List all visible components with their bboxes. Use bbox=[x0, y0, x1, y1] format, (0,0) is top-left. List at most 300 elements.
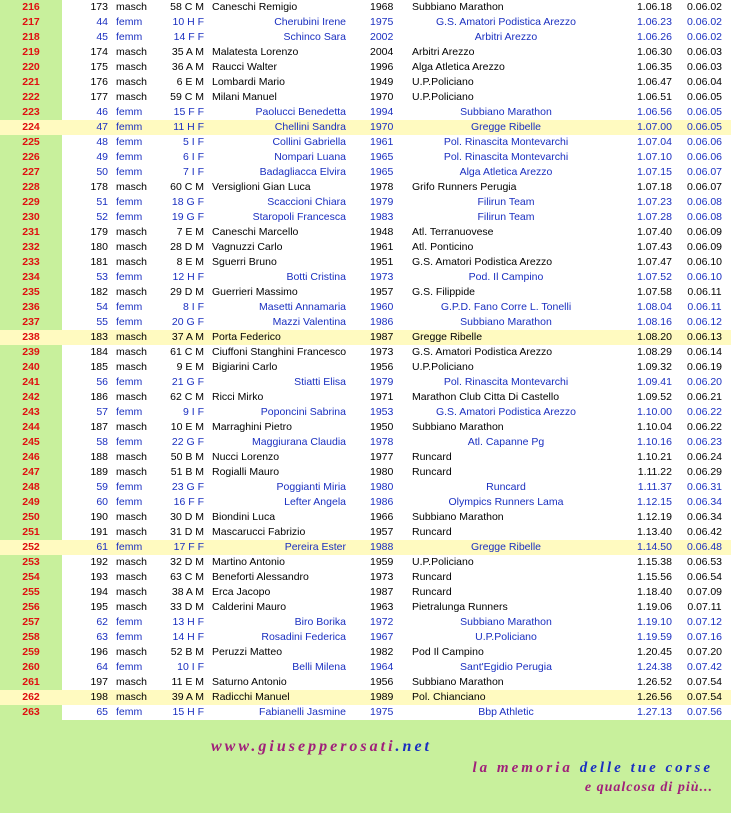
pace-cell: 0.06.08 bbox=[678, 195, 731, 210]
table-row bbox=[0, 420, 731, 435]
gender-cell: femm bbox=[112, 540, 147, 555]
gender-cell: femm bbox=[112, 480, 147, 495]
pace-cell: 0.06.07 bbox=[678, 165, 731, 180]
table-row bbox=[0, 510, 731, 525]
position-cell: 263 bbox=[0, 705, 62, 720]
table-row bbox=[0, 600, 731, 615]
category-cell: 9 E M bbox=[147, 360, 208, 375]
bib-number-cell: 174 bbox=[62, 45, 112, 60]
bib-number-cell: 197 bbox=[62, 675, 112, 690]
table-row bbox=[0, 330, 731, 345]
position-cell: 256 bbox=[0, 600, 62, 615]
finish-time-cell: 1.07.52 bbox=[600, 270, 678, 285]
finish-time-cell: 1.07.04 bbox=[600, 135, 678, 150]
birth-year-cell: 1965 bbox=[370, 150, 412, 165]
team-cell: Subbiano Marathon bbox=[412, 0, 600, 15]
bib-number-cell: 57 bbox=[62, 405, 112, 420]
athlete-name-cell: Rogialli Mauro bbox=[208, 465, 370, 480]
category-cell: 13 H F bbox=[147, 615, 208, 630]
birth-year-cell: 1977 bbox=[370, 450, 412, 465]
category-cell: 28 D M bbox=[147, 240, 208, 255]
pace-cell: 0.06.29 bbox=[678, 465, 731, 480]
bib-number-cell: 59 bbox=[62, 480, 112, 495]
pace-cell: 0.06.05 bbox=[678, 120, 731, 135]
athlete-name-cell: Fabianelli Jasmine bbox=[208, 705, 370, 720]
athlete-name-cell: Stiatti Elisa bbox=[208, 375, 370, 390]
tagline-line-1 bbox=[473, 760, 713, 777]
bib-number-cell: 185 bbox=[62, 360, 112, 375]
pace-cell: 0.06.06 bbox=[678, 135, 731, 150]
pace-cell: 0.07.12 bbox=[678, 615, 731, 630]
category-cell: 8 I F bbox=[147, 300, 208, 315]
athlete-name-cell: Erca Jacopo bbox=[208, 585, 370, 600]
table-row bbox=[0, 165, 731, 180]
category-cell: 15 F F bbox=[147, 105, 208, 120]
finish-time-cell: 1.19.59 bbox=[600, 630, 678, 645]
finish-time-cell: 1.10.04 bbox=[600, 420, 678, 435]
gender-cell: masch bbox=[112, 465, 147, 480]
athlete-name-cell: Porta Federico bbox=[208, 330, 370, 345]
finish-time-cell: 1.06.47 bbox=[600, 75, 678, 90]
finish-time-cell: 1.27.13 bbox=[600, 705, 678, 720]
birth-year-cell: 1966 bbox=[370, 510, 412, 525]
birth-year-cell: 1987 bbox=[370, 585, 412, 600]
team-cell: Runcard bbox=[412, 585, 600, 600]
category-cell: 5 I F bbox=[147, 135, 208, 150]
category-cell: 60 C M bbox=[147, 180, 208, 195]
birth-year-cell: 1975 bbox=[370, 705, 412, 720]
position-cell: 216 bbox=[0, 0, 62, 15]
finish-time-cell: 1.07.28 bbox=[600, 210, 678, 225]
category-cell: 20 G F bbox=[147, 315, 208, 330]
finish-time-cell: 1.09.32 bbox=[600, 360, 678, 375]
category-cell: 17 F F bbox=[147, 540, 208, 555]
gender-cell: masch bbox=[112, 390, 147, 405]
pace-cell: 0.06.11 bbox=[678, 285, 731, 300]
gender-cell: masch bbox=[112, 555, 147, 570]
bib-number-cell: 192 bbox=[62, 555, 112, 570]
position-cell: 232 bbox=[0, 240, 62, 255]
gender-cell: femm bbox=[112, 615, 147, 630]
pace-cell: 0.06.54 bbox=[678, 570, 731, 585]
athlete-name-cell: Bigiarini Carlo bbox=[208, 360, 370, 375]
birth-year-cell: 1973 bbox=[370, 345, 412, 360]
finish-time-cell: 1.08.16 bbox=[600, 315, 678, 330]
category-cell: 10 I F bbox=[147, 660, 208, 675]
position-cell: 217 bbox=[0, 15, 62, 30]
birth-year-cell: 1972 bbox=[370, 615, 412, 630]
team-cell: Bbp Athletic bbox=[412, 705, 600, 720]
category-cell: 9 I F bbox=[147, 405, 208, 420]
position-cell: 230 bbox=[0, 210, 62, 225]
category-cell: 39 A M bbox=[147, 690, 208, 705]
position-cell: 247 bbox=[0, 465, 62, 480]
table-row bbox=[0, 135, 731, 150]
birth-year-cell: 1988 bbox=[370, 540, 412, 555]
birth-year-cell: 1971 bbox=[370, 390, 412, 405]
bib-number-cell: 49 bbox=[62, 150, 112, 165]
birth-year-cell: 1973 bbox=[370, 270, 412, 285]
team-cell: Alga Atletica Arezzo bbox=[412, 165, 600, 180]
finish-time-cell: 1.07.23 bbox=[600, 195, 678, 210]
category-cell: 11 H F bbox=[147, 120, 208, 135]
birth-year-cell: 1978 bbox=[370, 180, 412, 195]
athlete-name-cell: Milani Manuel bbox=[208, 90, 370, 105]
table-row bbox=[0, 540, 731, 555]
position-cell: 259 bbox=[0, 645, 62, 660]
gender-cell: masch bbox=[112, 45, 147, 60]
athlete-name-cell: Ciuffoni Stanghini Francesco bbox=[208, 345, 370, 360]
athlete-name-cell: Schinco Sara bbox=[208, 30, 370, 45]
position-cell: 231 bbox=[0, 225, 62, 240]
table-row bbox=[0, 60, 731, 75]
site-url-main: www.giusepperosati bbox=[211, 738, 396, 755]
finish-time-cell: 1.07.15 bbox=[600, 165, 678, 180]
gender-cell: masch bbox=[112, 0, 147, 15]
birth-year-cell: 1994 bbox=[370, 105, 412, 120]
finish-time-cell: 1.15.38 bbox=[600, 555, 678, 570]
gender-cell: masch bbox=[112, 600, 147, 615]
category-cell: 30 D M bbox=[147, 510, 208, 525]
team-cell: Pol. Rinascita Montevarchi bbox=[412, 135, 600, 150]
athlete-name-cell: Nucci Lorenzo bbox=[208, 450, 370, 465]
team-cell: G.S. Amatori Podistica Arezzo bbox=[412, 15, 600, 30]
team-cell: Runcard bbox=[412, 450, 600, 465]
position-cell: 233 bbox=[0, 255, 62, 270]
team-cell: Gregge Ribelle bbox=[412, 120, 600, 135]
pace-cell: 0.06.48 bbox=[678, 540, 731, 555]
gender-cell: femm bbox=[112, 405, 147, 420]
finish-time-cell: 1.06.23 bbox=[600, 15, 678, 30]
category-cell: 62 C M bbox=[147, 390, 208, 405]
finish-time-cell: 1.14.50 bbox=[600, 540, 678, 555]
position-cell: 223 bbox=[0, 105, 62, 120]
bib-number-cell: 180 bbox=[62, 240, 112, 255]
birth-year-cell: 1961 bbox=[370, 135, 412, 150]
table-row bbox=[0, 615, 731, 630]
team-cell: Runcard bbox=[412, 525, 600, 540]
table-row bbox=[0, 705, 731, 720]
finish-time-cell: 1.12.19 bbox=[600, 510, 678, 525]
finish-time-cell: 1.15.56 bbox=[600, 570, 678, 585]
bib-number-cell: 186 bbox=[62, 390, 112, 405]
athlete-name-cell: Masetti Annamaria bbox=[208, 300, 370, 315]
birth-year-cell: 1948 bbox=[370, 225, 412, 240]
team-cell: G.S. Amatori Podistica Arezzo bbox=[412, 255, 600, 270]
team-cell: G.P.D. Fano Corre L. Tonelli bbox=[412, 300, 600, 315]
position-cell: 249 bbox=[0, 495, 62, 510]
position-cell: 246 bbox=[0, 450, 62, 465]
gender-cell: masch bbox=[112, 330, 147, 345]
table-row bbox=[0, 285, 731, 300]
category-cell: 15 H F bbox=[147, 705, 208, 720]
pace-cell: 0.06.08 bbox=[678, 210, 731, 225]
table-row bbox=[0, 120, 731, 135]
bib-number-cell: 182 bbox=[62, 285, 112, 300]
bib-number-cell: 46 bbox=[62, 105, 112, 120]
finish-time-cell: 1.06.51 bbox=[600, 90, 678, 105]
position-cell: 238 bbox=[0, 330, 62, 345]
gender-cell: femm bbox=[112, 315, 147, 330]
athlete-name-cell: Peruzzi Matteo bbox=[208, 645, 370, 660]
finish-time-cell: 1.07.10 bbox=[600, 150, 678, 165]
finish-time-cell: 1.12.15 bbox=[600, 495, 678, 510]
gender-cell: masch bbox=[112, 285, 147, 300]
team-cell: Filirun Team bbox=[412, 210, 600, 225]
pace-cell: 0.06.05 bbox=[678, 90, 731, 105]
pace-cell: 0.06.11 bbox=[678, 300, 731, 315]
table-row bbox=[0, 360, 731, 375]
finish-time-cell: 1.06.56 bbox=[600, 105, 678, 120]
category-cell: 33 D M bbox=[147, 600, 208, 615]
pace-cell: 0.07.54 bbox=[678, 675, 731, 690]
table-row bbox=[0, 90, 731, 105]
bib-number-cell: 198 bbox=[62, 690, 112, 705]
bib-number-cell: 60 bbox=[62, 495, 112, 510]
athlete-name-cell: Rosadini Federica bbox=[208, 630, 370, 645]
category-cell: 31 D M bbox=[147, 525, 208, 540]
pace-cell: 0.06.02 bbox=[678, 15, 731, 30]
finish-time-cell: 1.18.40 bbox=[600, 585, 678, 600]
gender-cell: femm bbox=[112, 135, 147, 150]
athlete-name-cell: Scaccioni Chiara bbox=[208, 195, 370, 210]
position-cell: 236 bbox=[0, 300, 62, 315]
finish-time-cell: 1.10.21 bbox=[600, 450, 678, 465]
athlete-name-cell: Pereira Ester bbox=[208, 540, 370, 555]
team-cell: G.S. Amatori Podistica Arezzo bbox=[412, 405, 600, 420]
bib-number-cell: 179 bbox=[62, 225, 112, 240]
team-cell: Pol. Chianciano bbox=[412, 690, 600, 705]
table-row bbox=[0, 255, 731, 270]
gender-cell: femm bbox=[112, 165, 147, 180]
table-row bbox=[0, 525, 731, 540]
gender-cell: masch bbox=[112, 450, 147, 465]
athlete-name-cell: Mascarucci Fabrizio bbox=[208, 525, 370, 540]
position-cell: 234 bbox=[0, 270, 62, 285]
birth-year-cell: 1996 bbox=[370, 60, 412, 75]
team-cell: Gregge Ribelle bbox=[412, 330, 600, 345]
birth-year-cell: 1956 bbox=[370, 675, 412, 690]
table-row bbox=[0, 555, 731, 570]
pace-cell: 0.07.54 bbox=[678, 690, 731, 705]
finish-time-cell: 1.08.20 bbox=[600, 330, 678, 345]
team-cell: G.S. Filippide bbox=[412, 285, 600, 300]
team-cell: Subbiano Marathon bbox=[412, 615, 600, 630]
pace-cell: 0.07.56 bbox=[678, 705, 731, 720]
table-row bbox=[0, 300, 731, 315]
team-cell: U.P.Policiano bbox=[412, 360, 600, 375]
table-row bbox=[0, 345, 731, 360]
athlete-name-cell: Vagnuzzi Carlo bbox=[208, 240, 370, 255]
category-cell: 36 A M bbox=[147, 60, 208, 75]
category-cell: 23 G F bbox=[147, 480, 208, 495]
pace-cell: 0.06.34 bbox=[678, 510, 731, 525]
finish-time-cell: 1.08.29 bbox=[600, 345, 678, 360]
athlete-name-cell: Ricci Mirko bbox=[208, 390, 370, 405]
team-cell: Pol. Rinascita Montevarchi bbox=[412, 150, 600, 165]
table-row bbox=[0, 675, 731, 690]
table-row bbox=[0, 195, 731, 210]
table-row bbox=[0, 405, 731, 420]
bib-number-cell: 189 bbox=[62, 465, 112, 480]
team-cell: Subbiano Marathon bbox=[412, 675, 600, 690]
gender-cell: masch bbox=[112, 90, 147, 105]
position-cell: 235 bbox=[0, 285, 62, 300]
team-cell: Olympics Runners Lama bbox=[412, 495, 600, 510]
table-row bbox=[0, 630, 731, 645]
athlete-name-cell: Versiglioni Gian Luca bbox=[208, 180, 370, 195]
bib-number-cell: 56 bbox=[62, 375, 112, 390]
birth-year-cell: 1959 bbox=[370, 555, 412, 570]
pace-cell: 0.06.09 bbox=[678, 225, 731, 240]
pace-cell: 0.07.20 bbox=[678, 645, 731, 660]
table-row bbox=[0, 240, 731, 255]
category-cell: 37 A M bbox=[147, 330, 208, 345]
birth-year-cell: 1951 bbox=[370, 255, 412, 270]
bib-number-cell: 188 bbox=[62, 450, 112, 465]
category-cell: 11 E M bbox=[147, 675, 208, 690]
team-cell: G.S. Amatori Podistica Arezzo bbox=[412, 345, 600, 360]
category-cell: 22 G F bbox=[147, 435, 208, 450]
bib-number-cell: 190 bbox=[62, 510, 112, 525]
birth-year-cell: 1968 bbox=[370, 0, 412, 15]
gender-cell: masch bbox=[112, 225, 147, 240]
category-cell: 7 I F bbox=[147, 165, 208, 180]
gender-cell: femm bbox=[112, 120, 147, 135]
bib-number-cell: 52 bbox=[62, 210, 112, 225]
table-row bbox=[0, 105, 731, 120]
pace-cell: 0.06.24 bbox=[678, 450, 731, 465]
team-cell: Sant'Egidio Perugia bbox=[412, 660, 600, 675]
bib-number-cell: 195 bbox=[62, 600, 112, 615]
table-row bbox=[0, 645, 731, 660]
pace-cell: 0.06.07 bbox=[678, 180, 731, 195]
position-cell: 239 bbox=[0, 345, 62, 360]
birth-year-cell: 1986 bbox=[370, 495, 412, 510]
pace-cell: 0.06.34 bbox=[678, 495, 731, 510]
position-cell: 237 bbox=[0, 315, 62, 330]
bib-number-cell: 65 bbox=[62, 705, 112, 720]
team-cell: Runcard bbox=[412, 570, 600, 585]
gender-cell: femm bbox=[112, 660, 147, 675]
category-cell: 63 C M bbox=[147, 570, 208, 585]
athlete-name-cell: Martino Antonio bbox=[208, 555, 370, 570]
position-cell: 258 bbox=[0, 630, 62, 645]
pace-cell: 0.06.14 bbox=[678, 345, 731, 360]
tagline-line-2: e qualcosa di più... bbox=[584, 780, 713, 795]
birth-year-cell: 1960 bbox=[370, 300, 412, 315]
finish-time-cell: 1.07.18 bbox=[600, 180, 678, 195]
team-cell: Filirun Team bbox=[412, 195, 600, 210]
category-cell: 29 D M bbox=[147, 285, 208, 300]
birth-year-cell: 1979 bbox=[370, 195, 412, 210]
table-row bbox=[0, 0, 731, 15]
finish-time-cell: 1.06.35 bbox=[600, 60, 678, 75]
table-row bbox=[0, 585, 731, 600]
pace-cell: 0.06.31 bbox=[678, 480, 731, 495]
athlete-name-cell: Caneschi Remigio bbox=[208, 0, 370, 15]
table-row bbox=[0, 150, 731, 165]
bib-number-cell: 44 bbox=[62, 15, 112, 30]
team-cell: Arbitri Arezzo bbox=[412, 45, 600, 60]
gender-cell: masch bbox=[112, 645, 147, 660]
athlete-name-cell: Malatesta Lorenzo bbox=[208, 45, 370, 60]
birth-year-cell: 1980 bbox=[370, 480, 412, 495]
bib-number-cell: 48 bbox=[62, 135, 112, 150]
birth-year-cell: 1949 bbox=[370, 75, 412, 90]
team-cell: Subbiano Marathon bbox=[412, 105, 600, 120]
table-row bbox=[0, 450, 731, 465]
pace-cell: 0.06.09 bbox=[678, 240, 731, 255]
athlete-name-cell: Cherubini Irene bbox=[208, 15, 370, 30]
finish-time-cell: 1.07.58 bbox=[600, 285, 678, 300]
gender-cell: femm bbox=[112, 270, 147, 285]
gender-cell: femm bbox=[112, 210, 147, 225]
bib-number-cell: 193 bbox=[62, 570, 112, 585]
bib-number-cell: 175 bbox=[62, 60, 112, 75]
athlete-name-cell: Calderini Mauro bbox=[208, 600, 370, 615]
category-cell: 10 E M bbox=[147, 420, 208, 435]
team-cell: Pietralunga Runners bbox=[412, 600, 600, 615]
birth-year-cell: 1967 bbox=[370, 630, 412, 645]
bib-number-cell: 187 bbox=[62, 420, 112, 435]
birth-year-cell: 1973 bbox=[370, 570, 412, 585]
gender-cell: masch bbox=[112, 255, 147, 270]
position-cell: 243 bbox=[0, 405, 62, 420]
finish-time-cell: 1.07.47 bbox=[600, 255, 678, 270]
bib-number-cell: 194 bbox=[62, 585, 112, 600]
finish-time-cell: 1.06.30 bbox=[600, 45, 678, 60]
gender-cell: masch bbox=[112, 345, 147, 360]
finish-time-cell: 1.20.45 bbox=[600, 645, 678, 660]
birth-year-cell: 1983 bbox=[370, 210, 412, 225]
site-url[interactable] bbox=[211, 738, 432, 756]
table-row bbox=[0, 570, 731, 585]
finish-time-cell: 1.11.22 bbox=[600, 465, 678, 480]
gender-cell: masch bbox=[112, 525, 147, 540]
birth-year-cell: 1978 bbox=[370, 435, 412, 450]
athlete-name-cell: Poggianti Miria bbox=[208, 480, 370, 495]
category-cell: 38 A M bbox=[147, 585, 208, 600]
bib-number-cell: 47 bbox=[62, 120, 112, 135]
team-cell: Subbiano Marathon bbox=[412, 510, 600, 525]
bib-number-cell: 196 bbox=[62, 645, 112, 660]
athlete-name-cell: Chellini Sandra bbox=[208, 120, 370, 135]
tagline-part-a: la memoria bbox=[472, 760, 580, 776]
category-cell: 12 H F bbox=[147, 270, 208, 285]
athlete-name-cell: Saturno Antonio bbox=[208, 675, 370, 690]
position-cell: 251 bbox=[0, 525, 62, 540]
category-cell: 35 A M bbox=[147, 45, 208, 60]
position-cell: 218 bbox=[0, 30, 62, 45]
finish-time-cell: 1.26.52 bbox=[600, 675, 678, 690]
athlete-name-cell: Belli Milena bbox=[208, 660, 370, 675]
bib-number-cell: 50 bbox=[62, 165, 112, 180]
category-cell: 59 C M bbox=[147, 90, 208, 105]
finish-time-cell: 1.07.43 bbox=[600, 240, 678, 255]
birth-year-cell: 1965 bbox=[370, 165, 412, 180]
team-cell: Atl. Ponticino bbox=[412, 240, 600, 255]
team-cell: Atl. Terranuovese bbox=[412, 225, 600, 240]
pace-cell: 0.06.19 bbox=[678, 360, 731, 375]
bib-number-cell: 64 bbox=[62, 660, 112, 675]
bib-number-cell: 181 bbox=[62, 255, 112, 270]
pace-cell: 0.06.06 bbox=[678, 150, 731, 165]
team-cell: U.P.Policiano bbox=[412, 630, 600, 645]
category-cell: 14 F F bbox=[147, 30, 208, 45]
position-cell: 260 bbox=[0, 660, 62, 675]
position-cell: 221 bbox=[0, 75, 62, 90]
